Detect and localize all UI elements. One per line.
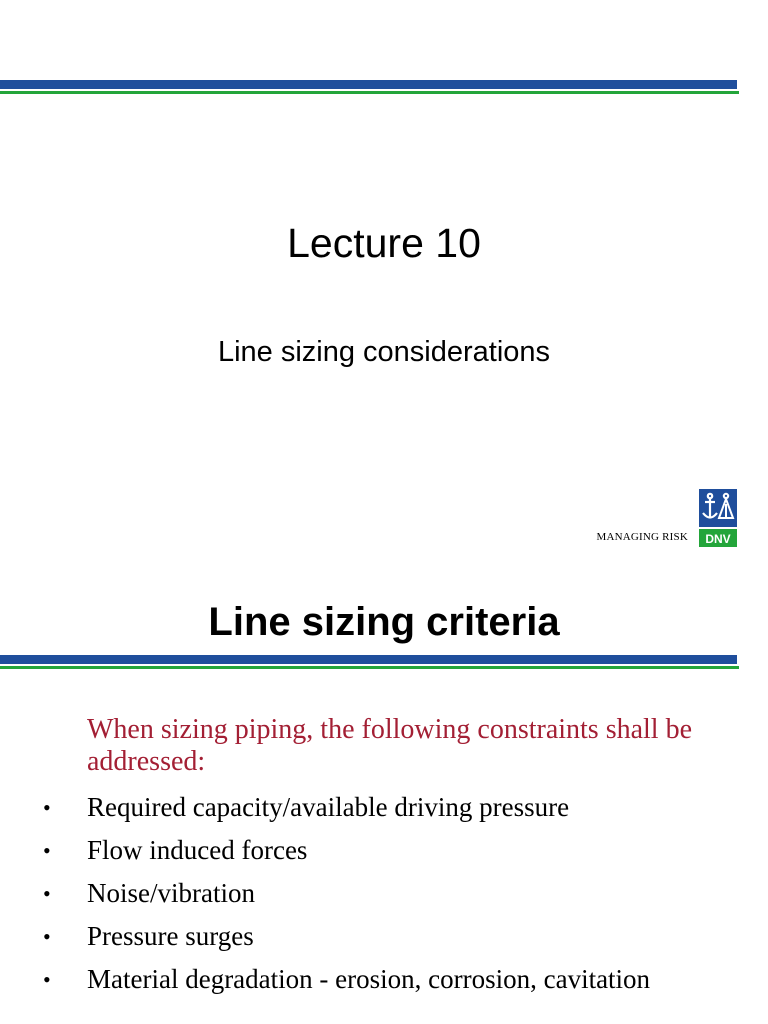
list-item-text: Material degradation - erosion, corrosion, cavitation <box>87 964 651 994</box>
slide-title: Lecture 10 <box>287 220 481 266</box>
list-item <box>40 835 740 866</box>
list-item <box>40 792 740 823</box>
bullet-icon: • <box>43 838 51 863</box>
bullet-icon: • <box>43 881 51 906</box>
constraints-list <box>40 792 740 1007</box>
list-item <box>40 964 740 995</box>
list-item-text: Noise/vibration <box>87 878 255 908</box>
header-rule-green <box>0 666 739 669</box>
content-slide <box>0 576 768 1024</box>
list-item <box>40 921 740 952</box>
list-item-text: Required capacity/available driving pressure <box>87 792 570 822</box>
managing-risk-text: MANAGING RISK <box>596 531 688 543</box>
slide-title: Line sizing criteria <box>208 600 560 644</box>
header-rule-blue <box>0 80 737 89</box>
bullet-icon: • <box>43 795 51 820</box>
list-item-text: Pressure surges <box>87 921 254 951</box>
dnv-logo <box>699 489 737 547</box>
list-item-text: Flow induced forces <box>87 835 308 865</box>
bullet-icon: • <box>43 967 51 992</box>
list-item <box>40 878 740 909</box>
bullet-icon: • <box>43 924 51 949</box>
header-rule-green <box>0 91 739 94</box>
logo-text: DNV <box>705 532 731 546</box>
slide-subtitle: Line sizing considerations <box>217 336 551 368</box>
intro-text: When sizing piping, the following constraints shall be addressed: <box>87 714 693 777</box>
header-rule-blue <box>0 655 737 664</box>
